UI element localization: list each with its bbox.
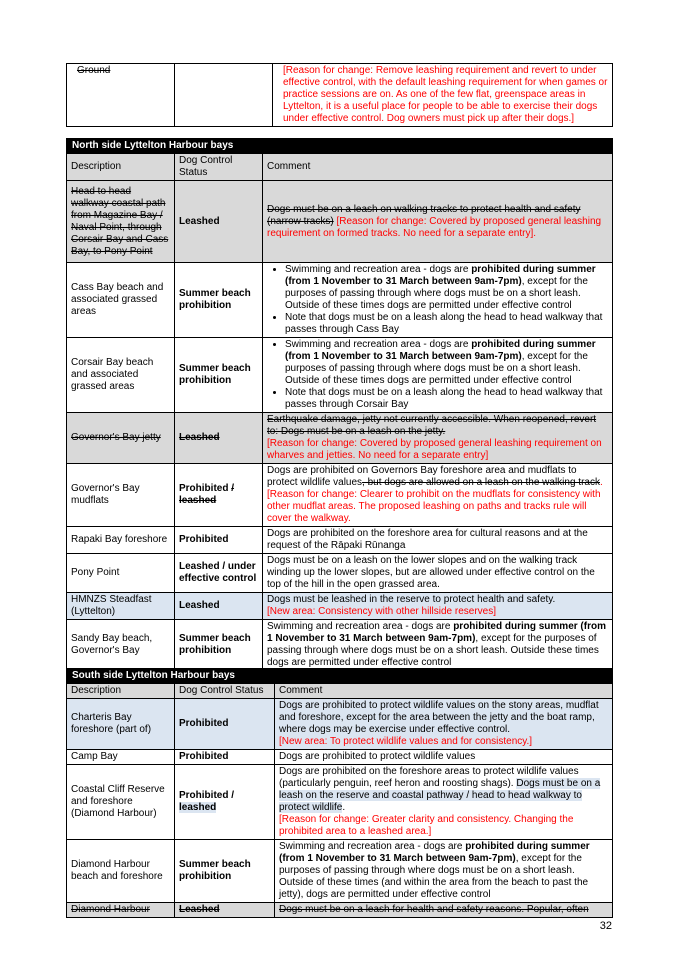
table-row (67, 699, 613, 750)
row-description: Cass Bay beach and associated grassed areas (67, 263, 175, 338)
row-comment: Dogs are prohibited to protect wildlife values on the stony areas, mudflat and foreshore, except for the area between the jetty and the boat ramp, where dogs may be exercise under effective control. [New area: To protect wildlife values and for consistency.] (275, 699, 613, 750)
table-row (67, 620, 613, 671)
row-status: Prohibited (175, 750, 275, 765)
row-comment: Swimming and recreation area - dogs are prohibited during summer (from 1 November to 31 March between 9am-7pm), except for the purposes of passing through where dogs must be on a short leash. Outside of these times (and within the area from the beach to past the jetty), dogs are permitted under effective control (275, 840, 613, 903)
row-status: Leashed (175, 413, 263, 464)
row-comment: Dogs are prohibited on Governors Bay foreshore area and mudflats to protect wildlife values, but dogs are allowed on a leash on the walking track. [Reason for change: Clearer to prohibit on the mudflats for consistency with other mudflat areas. The proposed leashing on paths and tracks rule will cover the walkway. (263, 464, 613, 527)
row-description: Coastal Cliff Reserve and foreshore (Diamond Harbour) (67, 765, 175, 840)
south-side-table (66, 668, 613, 918)
column-header-description: Description (67, 684, 175, 699)
row-description: Charteris Bay foreshore (part of) (67, 699, 175, 750)
row-comment: Dogs are prohibited on the foreshore areas to protect wildlife values (particularly penguin, reef heron and roosting shags). Dogs must be on a leash on the reserve and coastal pathway / head to head walkway to protect wildlife. [Reason for change: Greater clarity and consistency. Changing the prohibited area to a leashed area.] (275, 765, 613, 840)
list-item: • Swimming and recreation area - dogs are prohibited during summer (from 1 November to 31 March between 9am-7pm), except for the purposes of passing through where dogs must be on a short leash. Outside of these times dogs are permitted under effective control (285, 339, 608, 387)
row-comment: Swimming and recreation area - dogs are prohibited during summer (from 1 November to 31 March between 9am-7pm), except for the purposes of passing through where dogs must be on a short leash. Outside these times dogs are permitted under effective control (263, 620, 613, 671)
list-item: • Note that dogs must be on a leash along the head to head walkway that passes through Corsair Bay (285, 387, 608, 411)
table-row (67, 413, 613, 464)
row-description: Diamond Harbour (67, 903, 175, 918)
column-header-comment: Comment (275, 684, 613, 699)
row-status: Summer beach prohibition (175, 840, 275, 903)
row-description: Rapaki Bay foreshore (67, 527, 175, 554)
row-description: Diamond Harbour beach and foreshore (67, 840, 175, 903)
row-description: Pony Point (67, 554, 175, 593)
section-title: North side Lyttelton Harbour bays (67, 139, 613, 154)
row-description: Sandy Bay beach, Governor's Bay (67, 620, 175, 671)
row-description: Governor's Bay mudflats (67, 464, 175, 527)
column-header-status: Dog Control Status (175, 154, 263, 181)
row-status: Leashed / under effective control (175, 554, 263, 593)
row-description: Corsair Bay beach and associated grassed areas (67, 338, 175, 413)
row-comment: [Reason for change: Remove leashing requirement and revert to under effective control, with the default leashing requirement for when games or practice sessions are on. As one of the few flat, greenspace areas in Lyttelton, it is a useful place for people to be able to exercise their dogs under effective control. Dog owners must pick up after their dogs.] (273, 64, 613, 127)
table-row (67, 64, 613, 127)
row-comment (263, 263, 613, 338)
row-status: Prohibited / leashed (175, 765, 275, 840)
section-title: South side Lyttelton Harbour bays (67, 669, 613, 684)
row-comment: Dogs are prohibited on the foreshore area for cultural reasons and at the request of the Rāpaki Rūnanga (263, 527, 613, 554)
row-status: Leashed (175, 593, 263, 620)
row-comment: Earthquake damage, jetty not currently accessible. When reopened, revert to: Dogs must be on a leash on the jetty. [Reason for change: Covered by proposed general leashing requirement on wharves and jetties. No need for a separate entry] (263, 413, 613, 464)
header-row (67, 684, 613, 699)
top-fragment-table (66, 63, 613, 127)
list-item: • Note that dogs must be on a leash along the head to head walkway that passes through Cass Bay (285, 312, 608, 336)
table-row (67, 181, 613, 263)
table-row (67, 338, 613, 413)
row-description: Governor's Bay jetty (67, 413, 175, 464)
list-item: • Swimming and recreation area - dogs are prohibited during summer (from 1 November to 31 March between 9am-7pm), except for the purposes of passing through where dogs must be on a short leash. Outside of these times dogs are permitted under effective control (285, 264, 608, 312)
table-row (67, 903, 613, 918)
table-row (67, 765, 613, 840)
table-row (67, 464, 613, 527)
row-comment (263, 338, 613, 413)
row-description: Head to head walkway coastal path from Magazine Bay / Naval Point, through Corsair Bay and Cass Bay, to Pony Point (67, 181, 175, 263)
row-description: Ground (67, 64, 175, 127)
column-header-description: Description (67, 154, 175, 181)
table-row (67, 593, 613, 620)
row-status: Summer beach prohibition (175, 620, 263, 671)
row-status: Leashed (175, 903, 275, 918)
table-row (67, 750, 613, 765)
row-comment: Dogs are prohibited to protect wildlife values (275, 750, 613, 765)
row-status: Summer beach prohibition (175, 263, 263, 338)
table-row (67, 527, 613, 554)
row-description: HMNZS Steadfast (Lyttelton) (67, 593, 175, 620)
column-header-comment: Comment (263, 154, 613, 181)
row-status: Prohibited (175, 527, 263, 554)
table-row (67, 840, 613, 903)
row-comment: Dogs must be on a leash on walking tracks to protect health and safety (narrow tracks) [Reason for change: Covered by proposed general leashing requirement on formed tracks. No need for a separate entry]. (263, 181, 613, 263)
row-description: Camp Bay (67, 750, 175, 765)
row-comment: Dogs must be leashed in the reserve to protect health and safety. [New area: Consistency with other hillside reserves] (263, 593, 613, 620)
row-status (175, 64, 273, 127)
row-status: Prohibited / leashed (175, 464, 263, 527)
column-header-status: Dog Control Status (175, 684, 275, 699)
table-row (67, 263, 613, 338)
row-status: Summer beach prohibition (175, 338, 263, 413)
row-comment: Dogs must be on a leash on the lower slopes and on the walking track winding up the lower slopes, but are allowed under effective control on the top of the hill in the open grassed area. (263, 554, 613, 593)
row-status: Leashed (175, 181, 263, 263)
table-row (67, 554, 613, 593)
row-comment: Dogs must be on a leash for health and safety reasons. Popular, often (275, 903, 613, 918)
row-status: Prohibited (175, 699, 275, 750)
north-side-table (66, 138, 613, 671)
page-number: 32 (599, 920, 612, 932)
header-row (67, 154, 613, 181)
